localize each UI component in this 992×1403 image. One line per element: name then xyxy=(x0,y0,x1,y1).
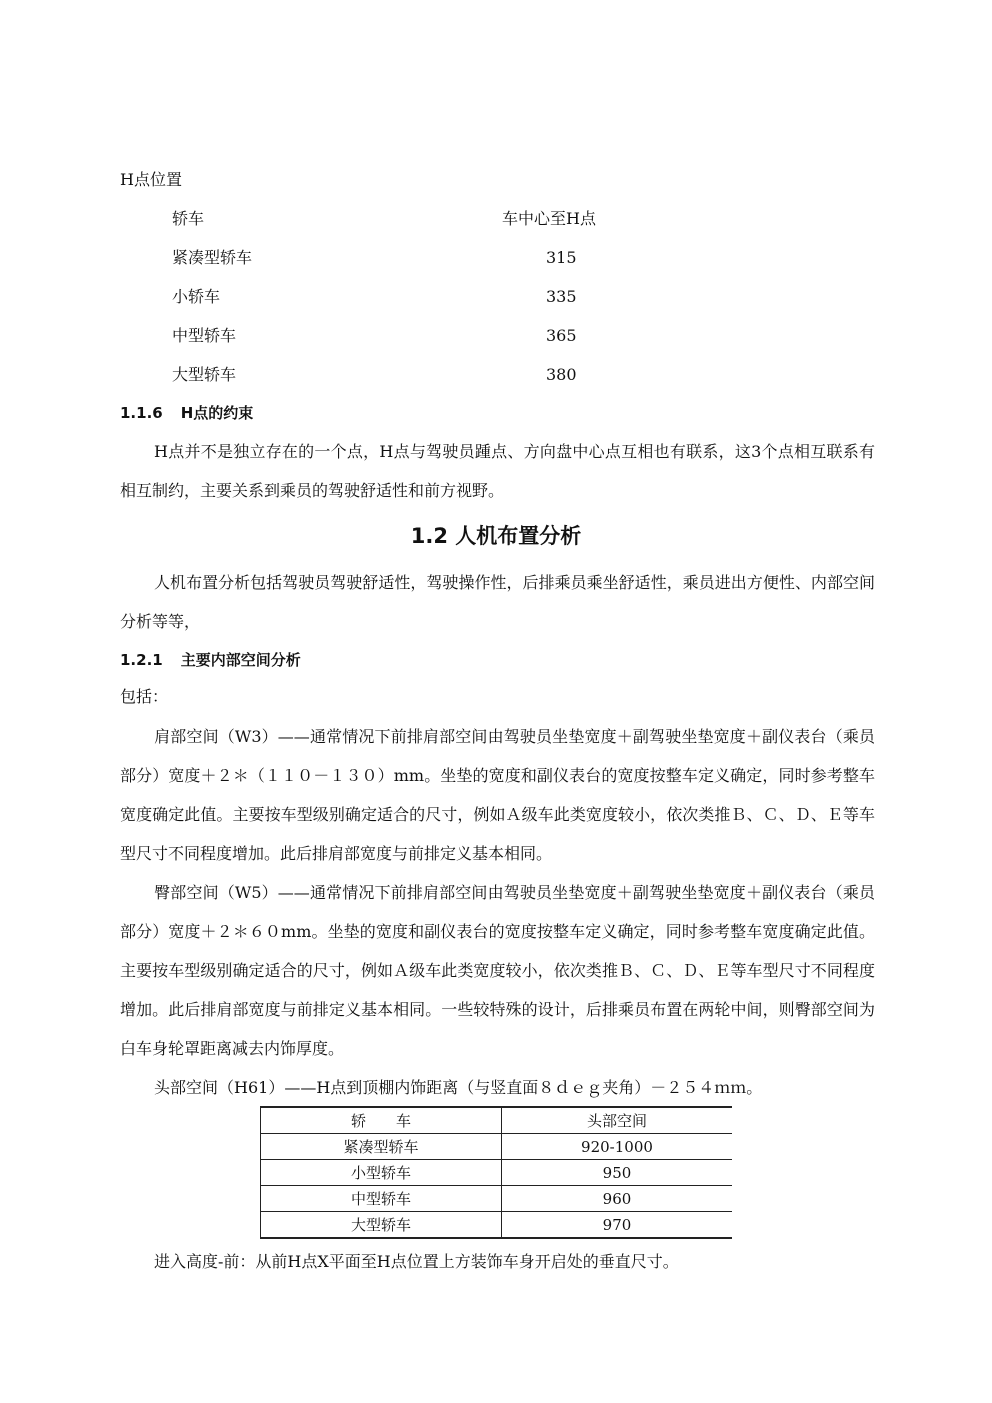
paragraph-hip-room: 臀部空间（W5）——通常情况下前排肩部空间由驾驶员坐垫宽度＋副驾驶坐垫宽度＋副仪表台（乘员部分）宽度＋２＊６０mm。坐垫的宽度和副仪表台的宽度按整车定义确定，同时参考整车宽度确定此值。主要按车型级别确定适合的尺寸，例如Ａ级车此类宽度较小，依次类推Ｂ、Ｃ、Ｄ、Ｅ等车型尺寸不同程度增加。此后排肩部宽度与前排定义基本相同。一些较特殊的设计，后排乘员布置在两轮中间，则臀部空间为白车身轮罩距离减去内饰厚度。 xyxy=(120,883,875,1058)
table-header-car: 轿 车 xyxy=(261,1107,502,1134)
paragraph-ergonomics-intro: 人机布置分析包括驾驶员驾驶舒适性，驾驶操作性，后排乘员乘坐舒适性，乘员进出方便性、内部空间分析等等， xyxy=(120,573,875,631)
hpoint-section-title: H点位置 xyxy=(120,170,182,189)
paragraph-head-room: 头部空间（H61）——H点到顶棚内饰距离（与竖直面８ｄｅｇ夹角）－２５４ｍｍ。 xyxy=(154,1078,763,1097)
table-header-row xyxy=(261,1107,733,1134)
hpoint-header-car: 轿车 xyxy=(172,209,205,228)
hpoint-header-distance: 车中心至H点 xyxy=(502,209,596,228)
section-heading-1-1-6: 1.1.6 H点的约束 xyxy=(120,404,254,422)
paragraph-hpoint-constraint: H点并不是独立存在的一个点，H点与驾驶员踵点、方向盘中心点互相也有联系，这3个点相互联系有相互制约，主要关系到乘员的驾驶舒适性和前方视野。 xyxy=(120,442,875,500)
headroom-table xyxy=(260,1106,732,1239)
table-row: 大型轿车 970 xyxy=(261,1212,733,1239)
section-heading-1-2: 1.2 人机布置分析 xyxy=(410,524,582,548)
paragraph-shoulder-room: 肩部空间（W3）——通常情况下前排肩部空间由驾驶员坐垫宽度＋副驾驶坐垫宽度＋副仪表台（乘员部分）宽度＋２＊（１１０－１３０）mm。坐垫的宽度和副仪表台的宽度按整车定义确定，同时参考整车宽度确定此值。主要按车型级别确定适合的尺寸，例如Ａ级车此类宽度较小，依次类推Ｂ、Ｃ、Ｄ、Ｅ等车型尺寸不同程度增加。此后排肩部宽度与前排定义基本相同。 xyxy=(120,727,875,863)
table-row: 紧凑型轿车 920-1000 xyxy=(261,1134,733,1160)
table-header-headroom: 头部空间 xyxy=(501,1107,732,1134)
document-page: H点位置 轿车 车中心至H点 紧凑型轿车 315 小轿车 335 中型轿车 365 大型轿车 380 1.1.6 H点的约束 H点并不是独立存在的一个点，H点与驾驶员踵点、方向盘中心点互相也有联系，这3个点相互联系有相互制约，主要关系到乘员的驾驶舒适性和前方视野。 1.2 人机布置分析 人机布置分析包括驾驶员驾驶舒适性，驾驶操作性，后排乘员乘坐舒适性，乘员进出方便性、内部空间分析等等， 1.2.1 主要内部空间分析 包括： 肩部空间（W3）——通常情况下前排肩部空间由驾驶员坐垫宽度＋副驾驶坐垫宽度＋副仪表台（乘员部分）宽度＋２＊（１１０－１３０）mm。坐垫的宽度和副仪表台的宽度按整车定义确定，同时参考整车宽度确定此值。主要按车型级别确定适合的尺寸，例如Ａ级车此类宽度较小，依次类推Ｂ、Ｃ、Ｄ、Ｅ等车型尺寸不同程度增加。此后排肩部宽度与前排定义基本相同。 臀部空间（W5）——通常情况下前排肩部空间由驾驶员坐垫宽度＋副驾驶坐垫宽度＋副仪表台（乘员部分）宽度＋２＊６０mm。坐垫的宽度和副仪表台的宽度按整车定义确定，同时参考整车宽度确定此值。主要按车型级别确定适合的尺寸，例如Ａ级车此类宽度较小，依次类推Ｂ、Ｃ、Ｄ、Ｅ等车型尺寸不同程度增加。此后排肩部宽度与前排定义基本相同。一些较特殊的设计，后排乘员布置在两轮中间，则臀部空间为白车身轮罩距离减去内饰厚度。 头部空间（H61）——H点到顶棚内饰距离（与竖直面８ｄｅｇ夹角）－２５４ｍｍ。 轿 车 头部空间 紧凑型轿车 920-1000 小型轿车 950 中型轿车 960 大型轿车 970 进入高度-前：从前H点X平面至H点位置上方装饰车身开启处的垂直尺寸。 xyxy=(0,0,992,1403)
paragraph-entry-height: 进入高度-前：从前H点X平面至H点位置上方装饰车身开启处的垂直尺寸。 xyxy=(154,1252,679,1271)
table-row: 小型轿车 950 xyxy=(261,1160,733,1186)
paragraph-includes: 包括： xyxy=(120,687,169,706)
table-row: 中型轿车 960 xyxy=(261,1186,733,1212)
section-heading-1-2-1: 1.2.1 主要内部空间分析 xyxy=(120,651,301,669)
